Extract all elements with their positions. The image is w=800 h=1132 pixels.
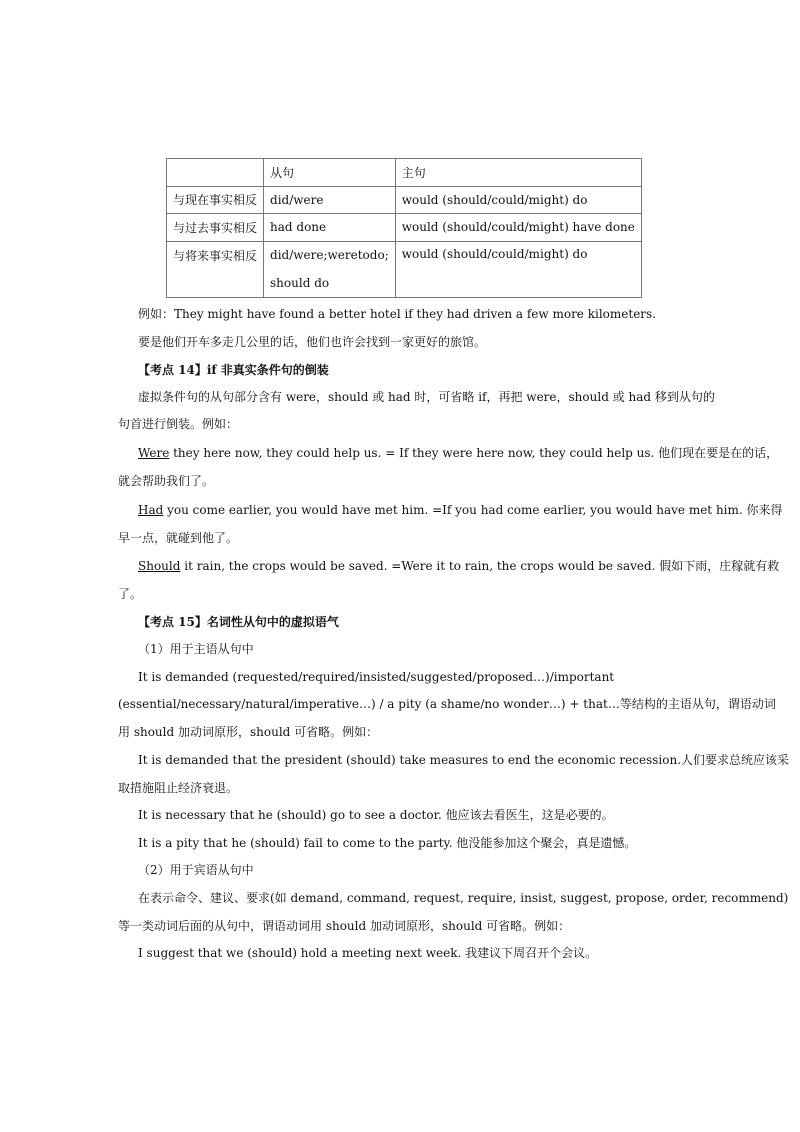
example-line: I suggest that we (should) hold a meeting next week. 我建议下周召开个会议。 — [138, 946, 598, 960]
table-header-cell: 从句 — [264, 159, 396, 187]
example-translation: 要是他们开车多走几公里的话，他们也许会找到一家更好的旅馆。 — [138, 335, 487, 349]
word: did/were; — [270, 247, 328, 262]
underlined-word: Had — [138, 503, 164, 517]
word: do; — [369, 247, 389, 262]
example-text: you come earlier, you would have met him. =If you had come earlier, you would have met him. 你来得 — [163, 503, 783, 517]
example-text: they here now, they could help us. = If they were here now, they could help us. 他们现在要是在的话， — [169, 446, 779, 460]
example-line: 就会帮助我们了。 — [118, 474, 215, 488]
example-sentence: 例如：They might have found a better hotel if they had driven a few more kilometers. — [138, 307, 657, 321]
table-cell-wrapped — [264, 241, 396, 297]
paragraph-line: (essential/necessary/natural/imperative…) / a pity (a shame/no wonder…) + that…等结构的主语从句，谓语动词 — [118, 697, 776, 711]
table-cell-line — [270, 247, 389, 263]
table-cell: 与将来事实相反 — [167, 241, 264, 297]
subsection-heading: （1）用于主语从句中 — [138, 642, 254, 656]
table-row — [167, 186, 642, 214]
example-line: 早一点，就碰到他了。 — [118, 531, 239, 545]
table-cell: 与现在事实相反 — [167, 186, 264, 214]
paragraph-line: 句首进行倒装。例如： — [118, 417, 239, 431]
conditional-tense-table — [166, 158, 642, 298]
table-cell: would (should/could/might) have done — [395, 214, 641, 242]
table-cell: had done — [264, 214, 396, 242]
underlined-word: Should — [138, 559, 181, 573]
table-header-row — [167, 159, 642, 187]
table-header-cell — [167, 159, 264, 187]
word: to — [357, 247, 370, 262]
paragraph-line: 等一类动词后面的从句中，谓语动词用 should 加动词原形，should 可省略。例如： — [118, 919, 571, 933]
paragraph-line: 在表示命令、建议、要求(如 demand, command, request, require, insist, suggest, propose, order, recommend) — [138, 891, 789, 905]
paragraph-line: 虚拟条件句的从句部分含有 were，should 或 had 时，可省略 if，再把 were，should 或 had 移到从句的 — [138, 390, 715, 404]
section-heading-14: 【考点 14】if 非真实条件句的倒装 — [138, 363, 329, 377]
example-line — [138, 445, 778, 461]
example-line: It is necessary that he (should) go to see a doctor. 他应该去看医生，这是必要的。 — [138, 808, 614, 822]
paragraph-line: It is demanded (requested/required/insisted/suggested/proposed…)/important — [138, 670, 615, 684]
table-header-cell: 主句 — [395, 159, 641, 187]
table-cell: would (should/could/might) do — [395, 241, 641, 297]
table-cell-line: should do — [270, 275, 330, 290]
underlined-word: Were — [138, 446, 170, 460]
section-heading-15: 【考点 15】名词性从句中的虚拟语气 — [138, 615, 339, 629]
table-cell: 与过去事实相反 — [167, 214, 264, 242]
example-line — [138, 558, 779, 574]
example-line: It is demanded that the president (should) take measures to end the economic recession.人们要求总统应该采 — [138, 753, 790, 767]
paragraph-line: 用 should 加动词原形，should 可省略。例如： — [118, 725, 379, 739]
word: were — [327, 247, 358, 262]
example-line — [138, 502, 783, 518]
subsection-heading: （2）用于宾语从句中 — [138, 863, 254, 877]
table-cell: did/were — [264, 186, 396, 214]
table-row — [167, 241, 642, 297]
example-line: 取措施阻止经济衰退。 — [118, 781, 239, 795]
example-line: 了。 — [118, 587, 143, 601]
table-row — [167, 214, 642, 242]
example-text: it rain, the crops would be saved. =Were it to rain, the crops would be saved. 假如下雨，庄稼就有救 — [180, 559, 780, 573]
example-line: It is a pity that he (should) fail to come to the party. 他没能参加这个聚会，真是遗憾。 — [138, 836, 637, 850]
table-cell: would (should/could/might) do — [395, 186, 641, 214]
